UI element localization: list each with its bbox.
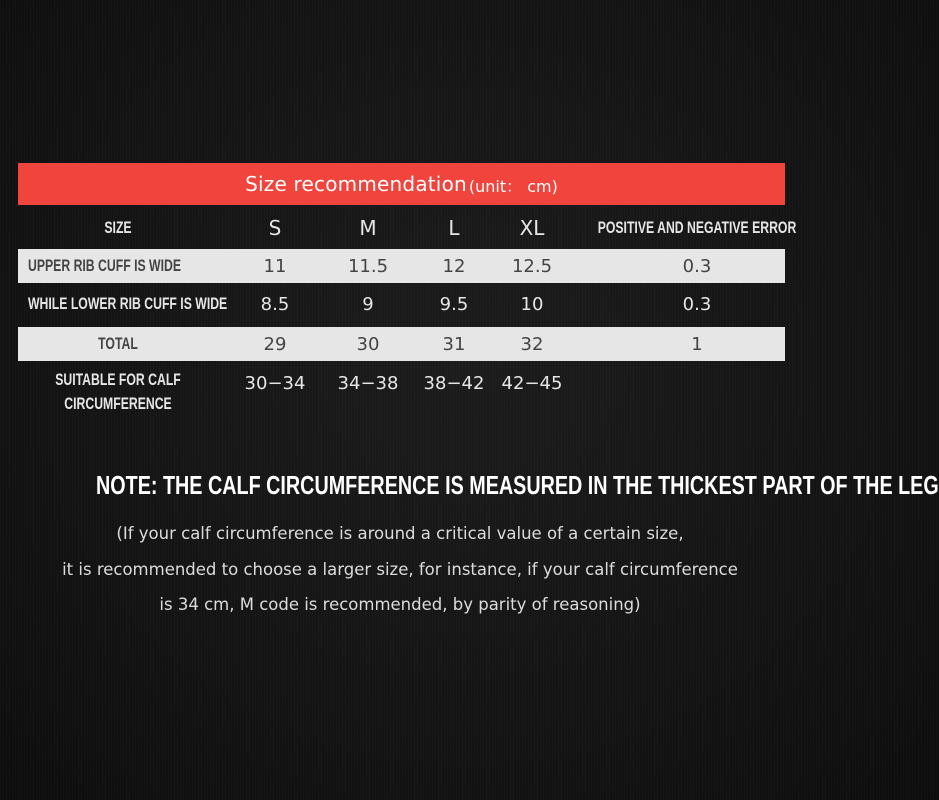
row-label: UPPER RIB CUFF IS WIDE <box>28 256 182 275</box>
value-l: 31 <box>442 333 466 355</box>
value-xl: 12.5 <box>511 255 553 277</box>
size-recommendation-banner <box>18 163 785 205</box>
note-line-3: is 34 cm, M code is recommended, by parity of reasoning) <box>159 595 641 614</box>
suitable-label <box>18 368 218 420</box>
banner-title: Size recommendation <box>245 172 467 196</box>
value-m: 9 <box>362 293 374 315</box>
header-size-s: S <box>268 216 282 240</box>
value-xl: 10 <box>520 293 544 315</box>
suitable-m: 34−38 <box>337 372 399 394</box>
banner-unit: (unit： cm) <box>468 176 558 196</box>
value-xl: 32 <box>520 333 544 355</box>
suitable-xl: 42−45 <box>501 372 563 394</box>
header-size-xl: XL <box>519 216 545 240</box>
value-l: 12 <box>442 255 466 277</box>
value-m: 30 <box>356 333 380 355</box>
value-s: 8.5 <box>260 293 290 315</box>
table-row <box>18 327 785 361</box>
suitable-label-line2: CIRCUMFERENCE <box>64 394 172 413</box>
value-s: 11 <box>263 255 287 277</box>
header-size-m: M <box>359 216 377 240</box>
value-error: 1 <box>691 333 703 355</box>
value-l: 9.5 <box>439 293 469 315</box>
value-m: 11.5 <box>347 255 389 277</box>
row-label: TOTAL <box>98 334 138 353</box>
note-line-1: (If your calf circumference is around a critical value of a certain size, <box>116 524 684 543</box>
row-label: WHILE LOWER RIB CUFF IS WIDE <box>28 294 228 313</box>
table-row <box>18 249 785 283</box>
table-header-row <box>18 211 797 245</box>
header-size-l: L <box>448 216 460 240</box>
suitable-label-line1: SUITABLE FOR CALF <box>55 370 181 389</box>
note-line-2: it is recommended to choose a larger size, for instance, if your calf circumference <box>62 560 738 579</box>
note-heading: NOTE: THE CALF CIRCUMFERENCE IS MEASURED IN THE THICKEST PART OF THE LEG <box>96 470 939 500</box>
header-error-label: POSITIVE AND NEGATIVE ERROR <box>597 218 797 237</box>
suitable-s: 30−34 <box>244 372 306 394</box>
value-error: 0.3 <box>682 293 712 315</box>
value-error: 0.3 <box>682 255 712 277</box>
header-size-label: SIZE <box>104 218 132 237</box>
suitable-l: 38−42 <box>423 372 485 394</box>
table-row <box>18 287 785 321</box>
value-s: 29 <box>263 333 287 355</box>
